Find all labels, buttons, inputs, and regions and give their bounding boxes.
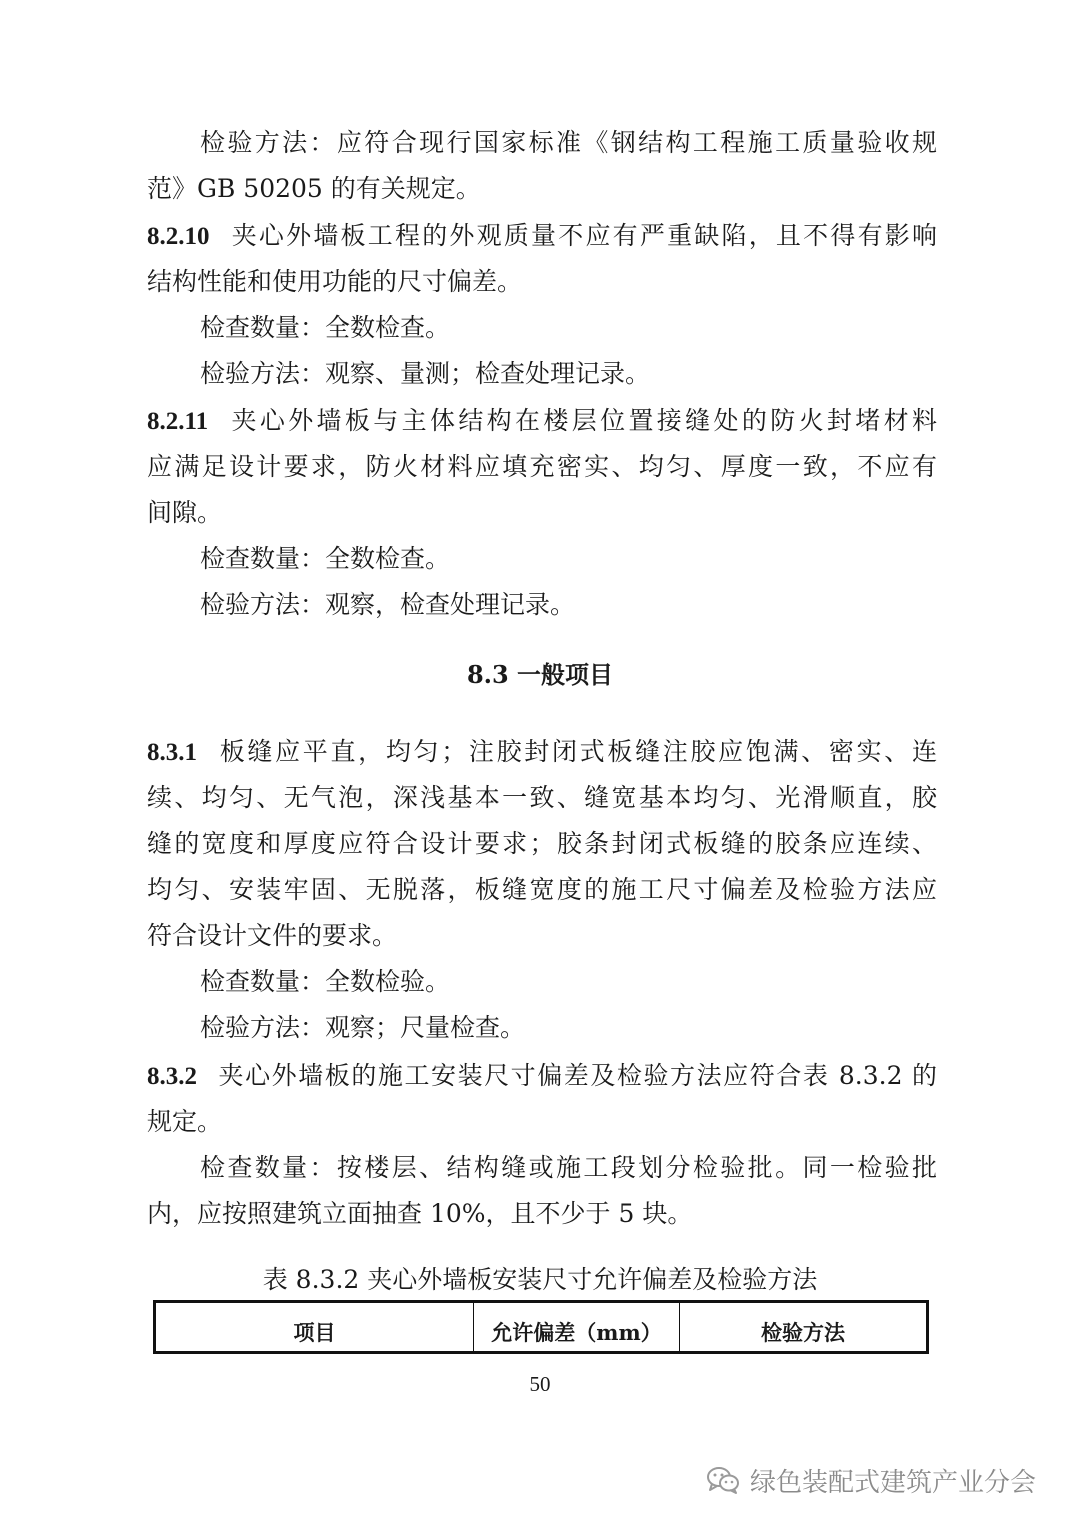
tolerance-table — [153, 1300, 929, 1354]
table-caption: 表 8.3.2 夹心外墙板安装尺寸允许偏差及检验方法 — [262, 1265, 818, 1294]
paragraph-line: 范》GB 50205 的有关规定。 — [147, 174, 481, 203]
clause-text: 夹心外墙板的施工安装尺寸偏差及检验方法应符合表 8.3.2 的 — [217, 1061, 937, 1090]
inspection-method: 检验方法：观察，检查处理记录。 — [200, 590, 576, 619]
paragraph-line: 结构性能和使用功能的尺寸偏差。 — [147, 267, 523, 296]
paragraph-line: 缝的宽度和厚度应符合设计要求；胶条封闭式板缝的胶条应连续、 — [147, 829, 937, 858]
watermark — [706, 1462, 1036, 1498]
inspection-method: 检验方法：观察、量测；检查处理记录。 — [200, 359, 651, 388]
inspection-quantity: 检查数量：按楼层、结构缝或施工段划分检验批。同一检验批 — [200, 1153, 937, 1182]
wechat-icon — [706, 1465, 740, 1495]
clause-text: 板缝应平直，均匀；注胶封闭式板缝注胶应饱满、密实、连 — [217, 737, 937, 766]
paragraph-line: 检验方法：应符合现行国家标准《钢结构工程施工质量验收规 — [200, 128, 937, 157]
clause-8-3-1 — [147, 736, 937, 769]
clause-text: 夹心外墙板工程的外观质量不应有严重缺陷，且不得有影响 — [229, 221, 937, 250]
paragraph-line: 内，应按照建筑立面抽查 10%，且不少于 5 块。 — [147, 1199, 693, 1228]
page-number: 50 — [529, 1372, 551, 1396]
inspection-quantity: 检查数量：全数检查。 — [200, 313, 451, 342]
clause-number: 8.3.1 — [147, 739, 197, 766]
inspection-method: 检验方法：观察；尺量检查。 — [200, 1013, 526, 1042]
clause-number: 8.2.10 — [147, 223, 210, 250]
watermark-text: 绿色装配式建筑产业分会 — [750, 1467, 1037, 1498]
clause-8-3-2 — [147, 1060, 937, 1093]
paragraph-line: 符合设计文件的要求。 — [147, 921, 398, 950]
paragraph-line: 续、均匀、无气泡，深浅基本一致、缝宽基本均匀、光滑顺直，胶 — [147, 783, 937, 812]
inspection-quantity: 检查数量：全数检验。 — [200, 967, 451, 996]
clause-8-2-11 — [147, 405, 937, 438]
inspection-quantity: 检查数量：全数检查。 — [200, 544, 451, 573]
clause-number: 8.3.2 — [147, 1063, 197, 1090]
paragraph-line: 均匀、安装牢固、无脱落，板缝宽度的施工尺寸偏差及检验方法应 — [147, 875, 937, 904]
clause-8-2-10 — [147, 220, 937, 253]
clause-number: 8.2.11 — [147, 408, 209, 435]
section-heading: 8.3 一般项目 — [466, 660, 614, 689]
clause-text: 夹心外墙板与主体结构在楼层位置接缝处的防火封堵材料 — [228, 406, 937, 435]
column-header-item: 项目 — [155, 1302, 474, 1353]
column-header-method: 检验方法 — [680, 1302, 928, 1353]
paragraph-line: 应满足设计要求，防火材料应填充密实、均匀、厚度一致，不应有 — [147, 452, 937, 481]
column-header-tolerance: 允许偏差（mm） — [474, 1302, 680, 1353]
paragraph-line: 规定。 — [147, 1107, 223, 1136]
paragraph-line: 间隙。 — [147, 498, 223, 527]
table-header-row — [155, 1302, 928, 1353]
